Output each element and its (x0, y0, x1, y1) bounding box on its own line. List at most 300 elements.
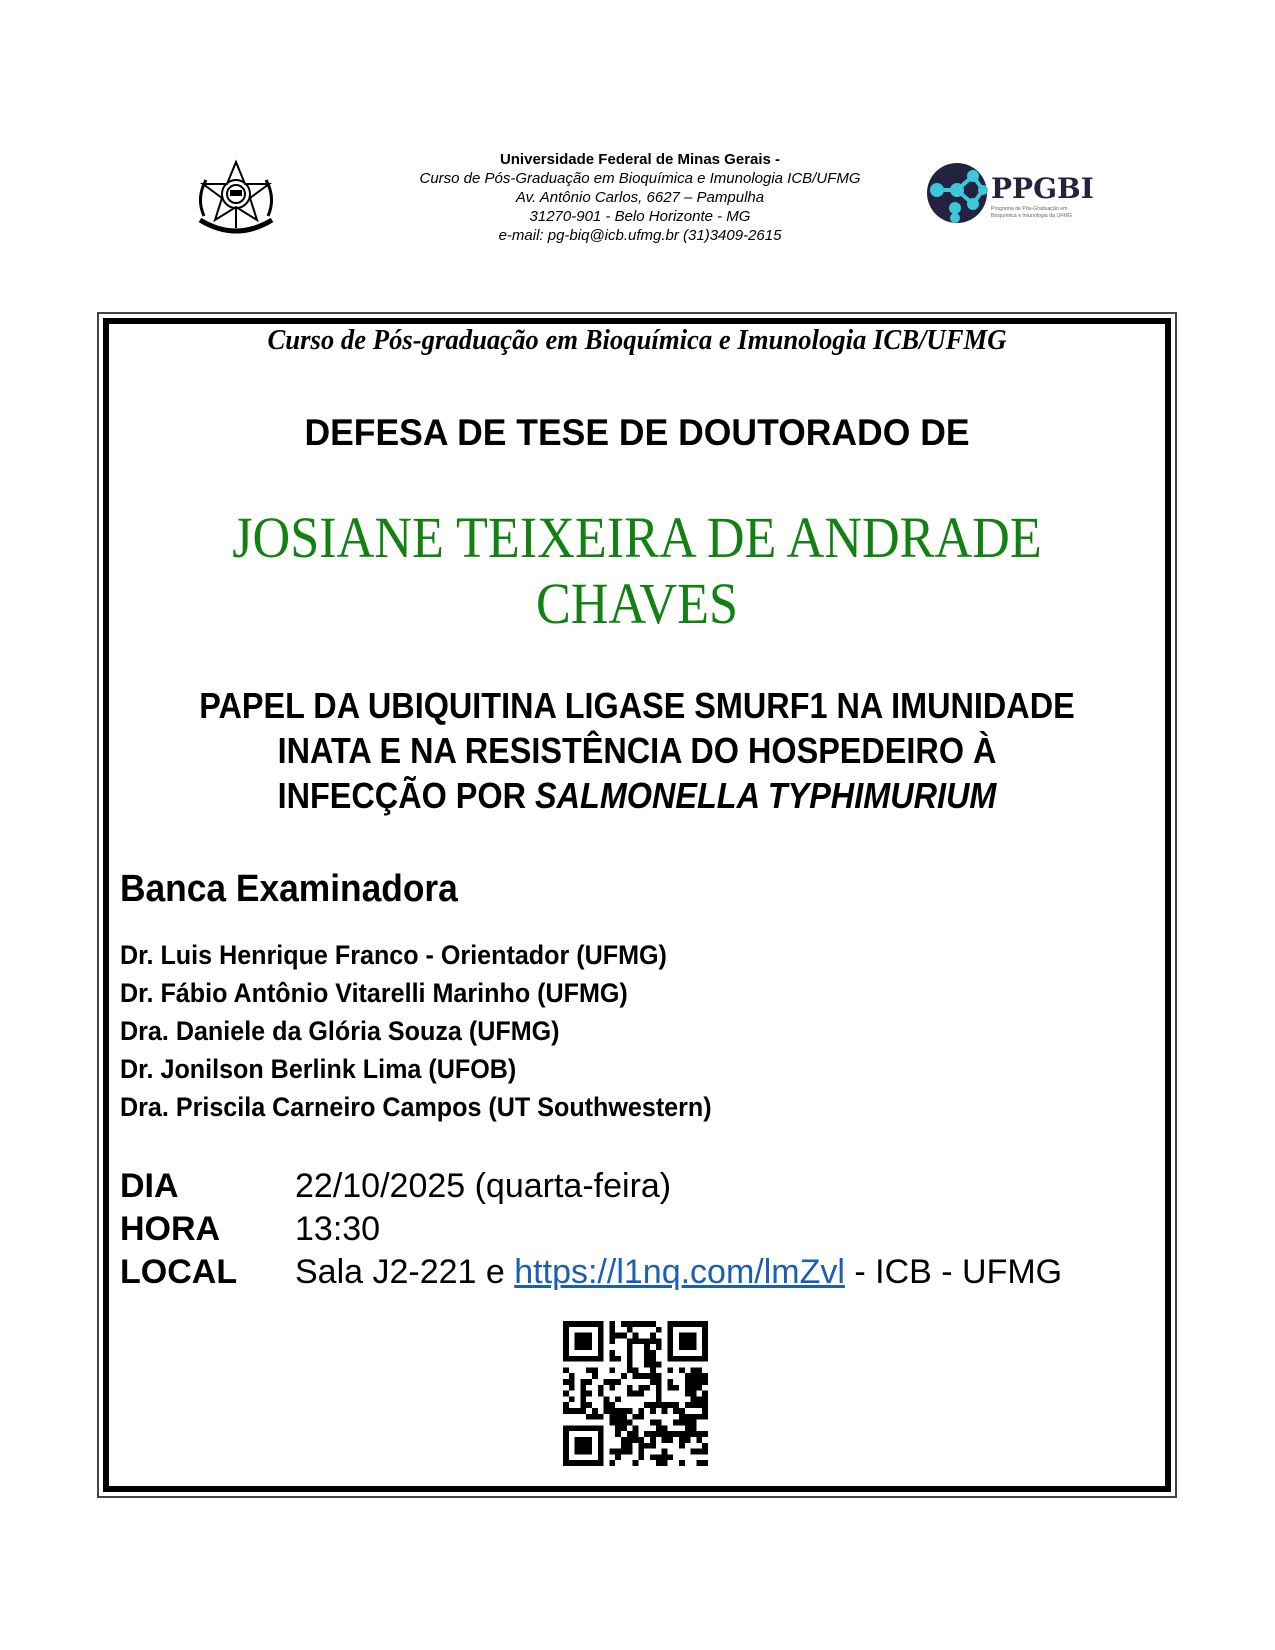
qr-module (702, 1402, 708, 1408)
qr-module (673, 1431, 679, 1437)
qr-module (598, 1431, 604, 1437)
qr-module (615, 1356, 621, 1362)
qr-module (667, 1333, 673, 1339)
qr-module (685, 1344, 691, 1350)
qr-module (679, 1420, 685, 1426)
qr-module (598, 1385, 604, 1391)
qr-module (580, 1402, 586, 1408)
qr-module (609, 1449, 615, 1455)
qr-module (621, 1373, 627, 1379)
qr-module (679, 1414, 685, 1420)
qr-module (656, 1344, 662, 1350)
qr-module (580, 1396, 586, 1402)
qr-module (609, 1338, 615, 1344)
qr-module (604, 1396, 610, 1402)
qr-module (580, 1437, 586, 1443)
qr-module (691, 1391, 697, 1397)
qr-module (685, 1391, 691, 1397)
qr-module (685, 1437, 691, 1443)
qr-module (586, 1391, 592, 1397)
qr-module (615, 1333, 621, 1339)
qr-module (563, 1350, 569, 1356)
qr-module (627, 1449, 633, 1455)
qr-module (702, 1449, 708, 1455)
thesis-title-species: SALMONELLA TYPHIMURIUM (535, 775, 997, 816)
qr-module (621, 1414, 627, 1420)
qr-module (633, 1338, 639, 1344)
qr-module (563, 1408, 569, 1414)
qr-module (679, 1367, 685, 1373)
thesis-title-prefix: INFECÇÃO POR (277, 775, 536, 816)
qr-module (638, 1385, 644, 1391)
qr-module (685, 1420, 691, 1426)
qr-module (702, 1350, 708, 1356)
qr-module (580, 1344, 586, 1350)
qr-module (598, 1449, 604, 1455)
qr-module (650, 1373, 656, 1379)
qr-module (563, 1449, 569, 1455)
qr-module (650, 1350, 656, 1356)
qr-module (633, 1367, 639, 1373)
qr-module (580, 1391, 586, 1397)
qr-module (575, 1408, 581, 1414)
committee-list (120, 936, 712, 1126)
qr-module (702, 1356, 708, 1362)
qr-module (586, 1437, 592, 1443)
time-row (120, 1208, 1062, 1251)
qr-module (592, 1356, 598, 1362)
qr-module (656, 1385, 662, 1391)
qr-module (679, 1356, 685, 1362)
day-label: DIA (120, 1167, 179, 1205)
qr-module (615, 1420, 621, 1426)
qr-module (644, 1385, 650, 1391)
thesis-title-line-3 (163, 773, 1112, 818)
qr-module (575, 1460, 581, 1466)
qr-module (627, 1420, 633, 1426)
qr-module (598, 1437, 604, 1443)
qr-module (673, 1402, 679, 1408)
qr-module (702, 1338, 708, 1344)
qr-module (586, 1344, 592, 1350)
qr-module (592, 1425, 598, 1431)
qr-module (662, 1437, 668, 1443)
qr-module (679, 1321, 685, 1327)
qr-module (615, 1379, 621, 1385)
qr-module (685, 1431, 691, 1437)
qr-module (621, 1443, 627, 1449)
qr-module (598, 1333, 604, 1339)
qr-module (633, 1333, 639, 1339)
qr-module (627, 1350, 633, 1356)
qr-module (609, 1414, 615, 1420)
qr-module (580, 1425, 586, 1431)
qr-module (638, 1454, 644, 1460)
qr-module (691, 1367, 697, 1373)
qr-module (609, 1385, 615, 1391)
qr-module (580, 1321, 586, 1327)
qr-module (644, 1344, 650, 1350)
qr-module (638, 1443, 644, 1449)
qr-module (627, 1367, 633, 1373)
qr-module (627, 1327, 633, 1333)
qr-module (563, 1437, 569, 1443)
qr-module (638, 1321, 644, 1327)
qr-module (592, 1408, 598, 1414)
qr-module (569, 1356, 575, 1362)
qr-module (592, 1414, 598, 1420)
qr-module (656, 1338, 662, 1344)
qr-module (621, 1437, 627, 1443)
qr-module (592, 1321, 598, 1327)
event-heading: DEFESA DE TESE DE DOUTORADO DE (304, 412, 970, 453)
qr-module (662, 1425, 668, 1431)
qr-module (592, 1373, 598, 1379)
qr-module (609, 1327, 615, 1333)
qr-module (656, 1402, 662, 1408)
qr-module (685, 1379, 691, 1385)
qr-module (627, 1431, 633, 1437)
qr-module (563, 1460, 569, 1466)
qr-module (627, 1391, 633, 1397)
qr-module (667, 1344, 673, 1350)
qr-module (673, 1356, 679, 1362)
qr-module (580, 1333, 586, 1339)
qr-module (673, 1420, 679, 1426)
qr-module (586, 1414, 592, 1420)
place-suffix: - ICB - UFMG (844, 1253, 1063, 1291)
qr-module (679, 1338, 685, 1344)
qr-module (667, 1321, 673, 1327)
committee-heading: Banca Examinadora (120, 868, 458, 910)
qr-module (586, 1321, 592, 1327)
qr-module (696, 1460, 702, 1466)
qr-module (691, 1420, 697, 1426)
qr-module (667, 1402, 673, 1408)
qr-module (569, 1373, 575, 1379)
qr-module (621, 1425, 627, 1431)
qr-module (644, 1431, 650, 1437)
meeting-link[interactable]: https://l1nq.com/lmZvl (514, 1253, 845, 1291)
qr-module (563, 1338, 569, 1344)
qr-module (667, 1379, 673, 1385)
qr-module (644, 1373, 650, 1379)
qr-module (615, 1425, 621, 1431)
day-row (120, 1165, 1062, 1208)
qr-module (691, 1344, 697, 1350)
qr-module (580, 1460, 586, 1466)
qr-module (615, 1414, 621, 1420)
qr-module (575, 1344, 581, 1350)
qr-module (667, 1338, 673, 1344)
qr-module (609, 1321, 615, 1327)
qr-module (679, 1344, 685, 1350)
contact: e-mail: pg-biq@icb.ufmg.br (31)3409-2615 (498, 227, 782, 244)
qr-module (702, 1414, 708, 1420)
qr-module (563, 1443, 569, 1449)
qr-module (575, 1449, 581, 1455)
qr-module (609, 1333, 615, 1339)
institution-header (340, 150, 940, 245)
qr-module (691, 1396, 697, 1402)
qr-module (580, 1449, 586, 1455)
qr-module (569, 1425, 575, 1431)
committee-member: Dra. Daniele da Glória Souza (UFMG) (120, 1016, 560, 1046)
qr-module (691, 1385, 697, 1391)
qr-module (702, 1373, 708, 1379)
qr-module (615, 1396, 621, 1402)
qr-module (638, 1373, 644, 1379)
qr-module (563, 1367, 569, 1373)
qr-module (586, 1367, 592, 1373)
qr-module (667, 1431, 673, 1437)
qr-module (667, 1454, 673, 1460)
qr-module (650, 1356, 656, 1362)
qr-module (575, 1443, 581, 1449)
qr-module (691, 1373, 697, 1379)
qr-module (696, 1431, 702, 1437)
qr-module (685, 1356, 691, 1362)
qr-module (580, 1379, 586, 1385)
qr-module (656, 1379, 662, 1385)
qr-module (650, 1402, 656, 1408)
qr-module (563, 1333, 569, 1339)
qr-module (650, 1333, 656, 1339)
qr-module (696, 1321, 702, 1327)
qr-module (696, 1379, 702, 1385)
qr-module (621, 1449, 627, 1455)
qr-module (650, 1338, 656, 1344)
qr-module (702, 1344, 708, 1350)
qr-module (627, 1338, 633, 1344)
qr-module (633, 1425, 639, 1431)
qr-module (563, 1321, 569, 1327)
qr-module (580, 1443, 586, 1449)
qr-module (685, 1333, 691, 1339)
qr-module (691, 1425, 697, 1431)
qr-module (598, 1327, 604, 1333)
candidate-name-line-1: JOSIANE TEIXEIRA DE ANDRADE (232, 505, 1042, 570)
qr-module (644, 1443, 650, 1449)
qr-module (586, 1449, 592, 1455)
qr-module (580, 1338, 586, 1344)
qr-module (673, 1321, 679, 1327)
qr-module (621, 1321, 627, 1327)
qr-module (685, 1385, 691, 1391)
qr-module (696, 1396, 702, 1402)
qr-module (598, 1321, 604, 1327)
qr-module (604, 1402, 610, 1408)
qr-module (691, 1431, 697, 1437)
qr-module (644, 1350, 650, 1356)
qr-module (575, 1333, 581, 1339)
qr-module (575, 1321, 581, 1327)
qr-module (575, 1356, 581, 1362)
qr-module (598, 1350, 604, 1356)
committee-member: Dr. Jonilson Berlink Lima (UFOB) (120, 1054, 517, 1084)
qr-module (673, 1385, 679, 1391)
qr-module (691, 1402, 697, 1408)
qr-module (696, 1414, 702, 1420)
qr-module (662, 1431, 668, 1437)
qr-module (696, 1402, 702, 1408)
qr-module (598, 1391, 604, 1397)
qr-module (691, 1356, 697, 1362)
qr-module (615, 1408, 621, 1414)
qr-module (563, 1379, 569, 1385)
qr-module (691, 1449, 697, 1455)
qr-module (627, 1321, 633, 1327)
qr-module (679, 1460, 685, 1466)
thesis-title (163, 683, 1112, 818)
thesis-title-line-1: PAPEL DA UBIQUITINA LIGASE SMURF1 NA IMUNIDADE (199, 685, 1075, 726)
qr-module (609, 1350, 615, 1356)
qr-module (563, 1454, 569, 1460)
qr-module (621, 1333, 627, 1339)
qr-module (662, 1449, 668, 1455)
qr-module (685, 1425, 691, 1431)
qr-module (621, 1420, 627, 1426)
qr-module (685, 1402, 691, 1408)
qr-module (633, 1431, 639, 1437)
qr-module (575, 1437, 581, 1443)
qr-module (586, 1356, 592, 1362)
qr-module (563, 1425, 569, 1431)
qr-module (627, 1408, 633, 1414)
qr-module (592, 1367, 598, 1373)
qr-module (702, 1327, 708, 1333)
qr-module (656, 1425, 662, 1431)
qr-module (586, 1402, 592, 1408)
qr-module (679, 1431, 685, 1437)
university-name: Universidade Federal de Minas Gerais - (499, 151, 781, 168)
qr-module (638, 1449, 644, 1455)
qr-module (656, 1431, 662, 1437)
qr-module (650, 1437, 656, 1443)
place-row (120, 1251, 1062, 1294)
qr-module (563, 1402, 569, 1408)
qr-module (563, 1391, 569, 1397)
qr-module (569, 1396, 575, 1402)
qr-module (685, 1338, 691, 1344)
qr-module (644, 1356, 650, 1362)
qr-module (638, 1414, 644, 1420)
address: Av. Antônio Carlos, 6627 – Pampulha (515, 189, 765, 206)
qr-module (679, 1443, 685, 1449)
candidate-name-line-2: CHAVES (535, 571, 739, 636)
qr-module (656, 1327, 662, 1333)
qr-module (621, 1408, 627, 1414)
qr-module (586, 1338, 592, 1344)
qr-module (691, 1333, 697, 1339)
qr-module (569, 1460, 575, 1466)
qr-module (691, 1321, 697, 1327)
qr-module (627, 1344, 633, 1350)
qr-module (702, 1408, 708, 1414)
committee-member: Dra. Priscila Carneiro Campos (UT Southwestern) (120, 1092, 712, 1122)
qr-module (609, 1460, 615, 1466)
qr-module (586, 1379, 592, 1385)
committee-member: Dr. Fábio Antônio Vitarelli Marinho (UFMG) (120, 978, 628, 1008)
qr-module (656, 1454, 662, 1460)
qr-module (638, 1391, 644, 1397)
qr-module (598, 1338, 604, 1344)
qr-module (685, 1414, 691, 1420)
qr-code[interactable] (563, 1321, 708, 1466)
qr-module (702, 1443, 708, 1449)
qr-module (604, 1379, 610, 1385)
qr-module (667, 1437, 673, 1443)
qr-module (586, 1460, 592, 1466)
qr-module (627, 1437, 633, 1443)
qr-module (667, 1350, 673, 1356)
qr-module (650, 1454, 656, 1460)
qr-module (633, 1460, 639, 1466)
qr-module (644, 1321, 650, 1327)
event-details (120, 1165, 1062, 1294)
qr-module (609, 1379, 615, 1385)
qr-module (627, 1443, 633, 1449)
qr-module (691, 1379, 697, 1385)
qr-module (667, 1367, 673, 1373)
qr-module (696, 1449, 702, 1455)
qr-module (696, 1385, 702, 1391)
qr-module (633, 1414, 639, 1420)
qr-module (650, 1431, 656, 1437)
qr-module (615, 1449, 621, 1455)
qr-module (702, 1391, 708, 1397)
qr-module (563, 1327, 569, 1333)
qr-module (656, 1391, 662, 1397)
qr-module (650, 1367, 656, 1373)
candidate-name (163, 505, 1112, 637)
qr-module (656, 1373, 662, 1379)
committee-member: Dr. Luis Henrique Franco - Orientador (UFMG) (120, 940, 667, 970)
qr-module (609, 1356, 615, 1362)
qr-module (627, 1362, 633, 1368)
place-label: LOCAL (120, 1253, 238, 1291)
qr-module (575, 1425, 581, 1431)
qr-module (609, 1408, 615, 1414)
qr-module (667, 1385, 673, 1391)
qr-module (696, 1437, 702, 1443)
qr-module (679, 1408, 685, 1414)
qr-module (638, 1408, 644, 1414)
qr-module (656, 1460, 662, 1466)
course-heading: Curso de Pós-graduação em Bioquímica e Imunologia ICB/UFMG (267, 324, 1007, 356)
qr-module (696, 1356, 702, 1362)
qr-module (580, 1385, 586, 1391)
qr-module (702, 1379, 708, 1385)
qr-module (563, 1431, 569, 1437)
thesis-title-line-2: INATA E NA RESISTÊNCIA DO HOSPEDEIRO À (277, 730, 997, 771)
qr-module (563, 1356, 569, 1362)
qr-module (691, 1414, 697, 1420)
qr-module (598, 1344, 604, 1350)
qr-module (667, 1356, 673, 1362)
qr-module (702, 1396, 708, 1402)
coat-of-arms-seal (190, 158, 282, 238)
qr-module (586, 1443, 592, 1449)
qr-module (604, 1408, 610, 1414)
city: 31270-901 - Belo Horizonte - MG (529, 208, 751, 225)
qr-module (644, 1402, 650, 1408)
qr-module (650, 1379, 656, 1385)
qr-module (563, 1344, 569, 1350)
qr-module (702, 1333, 708, 1339)
time-value: 13:30 (295, 1210, 381, 1248)
qr-module (598, 1454, 604, 1460)
